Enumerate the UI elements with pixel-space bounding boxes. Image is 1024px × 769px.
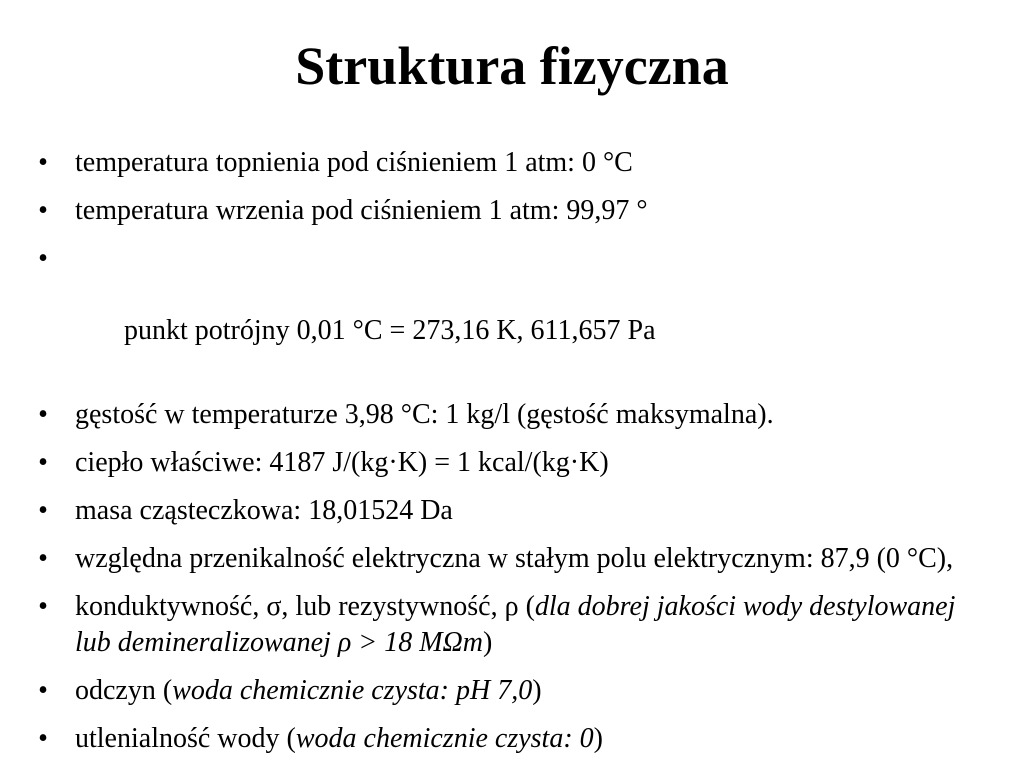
slide-title: Struktura fizyczna xyxy=(295,36,729,96)
bullet-icon: • xyxy=(38,243,48,274)
list-item-text-suffix: ) xyxy=(593,723,603,754)
list-item-text: masa cząsteczkowa: 18,01524 Da xyxy=(75,495,453,526)
list-item-text: gęstość w temperaturze 3,98 °C: 1 kg/l (gęstość maksymalna). xyxy=(75,399,774,430)
bullet-icon: • xyxy=(38,543,48,574)
list-item-italic-note: woda chemicznie czysta: pH 7,0 xyxy=(172,675,533,706)
list-item xyxy=(0,589,1024,661)
bullet-icon: • xyxy=(38,723,48,754)
list-item xyxy=(0,193,1024,229)
list-item-italic-note: dla dobrej jakości wody destylowanej lub demineralizowanej ρ > 18 MΩm xyxy=(75,591,956,658)
list-item-text: punkt potrójny 0,01 °C = 273,16 K, 611,657 Pa xyxy=(117,315,656,346)
list-item-text-suffix: ) xyxy=(532,675,542,706)
list-item-text-prefix: odczyn ( xyxy=(75,675,173,706)
bullet-icon: • xyxy=(38,195,48,226)
list-item xyxy=(0,241,1024,385)
list-item-italic-note: woda chemicznie czysta: 0 xyxy=(295,723,594,754)
bullet-icon: • xyxy=(38,675,48,706)
list-item xyxy=(0,145,1024,181)
bullet-icon: • xyxy=(38,591,48,622)
list-item-text: temperatura topnienia pod ciśnieniem 1 atm: 0 °C xyxy=(75,147,633,178)
bullet-icon: • xyxy=(38,447,48,478)
bullet-icon: • xyxy=(38,495,48,526)
list-item xyxy=(0,673,1024,709)
bullet-icon: • xyxy=(38,399,48,430)
bullet-icon: • xyxy=(38,147,48,178)
list-item xyxy=(0,721,1024,757)
list-item-text: temperatura wrzenia pod ciśnieniem 1 atm: 99,97 ° xyxy=(75,195,648,226)
list-item xyxy=(0,445,1024,481)
list-item-text-suffix: ) xyxy=(483,627,493,658)
list-item xyxy=(0,541,1024,577)
list-item xyxy=(0,397,1024,433)
list-item-text: ciepło właściwe: 4187 J/(kg·K) = 1 kcal/(kg·K) xyxy=(75,447,609,478)
list-item-text-prefix: utlenialność wody ( xyxy=(75,723,296,754)
list-item-text: względna przenikalność elektryczna w stałym polu elektrycznym: 87,9 (0 °C), xyxy=(75,543,954,574)
list-item-text-prefix: konduktywność, σ, lub rezystywność, ρ ( xyxy=(75,591,535,622)
list-item xyxy=(0,493,1024,529)
bullet-list xyxy=(0,145,1024,769)
